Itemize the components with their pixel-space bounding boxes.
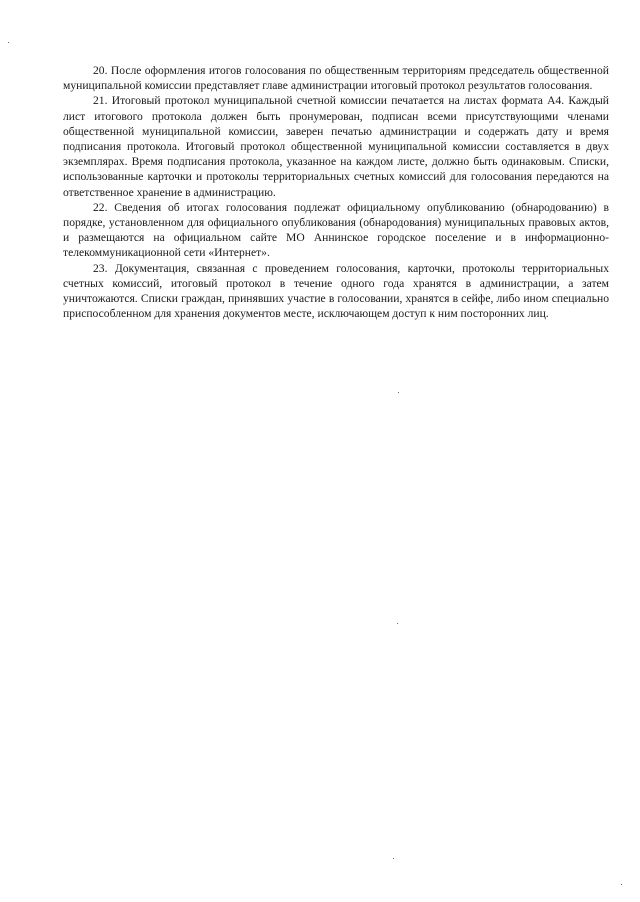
paragraph-22: 22. Сведения об итогах голосования подлежат официальному опубликованию (обнародованию) в порядке, установленном для официального опубликования (обнародования) муниципальных правовых актов, и размещаются на официальном сайте МО Аннинское городское поселение и в информационно-телекоммуникационной сети «Интернет». — [63, 200, 609, 260]
scan-speck — [8, 42, 9, 43]
scan-speck — [397, 623, 398, 624]
paragraph-23: 23. Документация, связанная с проведением голосования, карточки, протоколы территориальных счетных комиссий, итоговый протокол в течение одного года хранятся в администрации, а затем уничтожаются. Списки граждан, принявших участие в голосовании, хранятся в сейфе, либо ином специально приспособленном для хранения документов месте, исключающем доступ к ним посторонних лиц. — [63, 261, 609, 321]
scan-speck — [621, 884, 622, 885]
scan-speck — [393, 858, 394, 859]
paragraph-20: 20. После оформления итогов голосования по общественным территориям председатель общественной муниципальной комиссии представляет главе администрации итоговый протокол результатов голосования. — [63, 64, 609, 93]
scan-speck — [398, 392, 399, 393]
document-body — [63, 63, 609, 321]
paragraph-21: 21. Итоговый протокол муниципальной счетной комиссии печатается на листах формата А4. Каждый лист итогового протокола должен быть пронумерован, подписан всеми присутствующими членами общественной муниципальной комиссии, заверен печатью администрации и содержать дату и время подписания протокола. Итоговый протокол общественной муниципальной комиссии составляется в двух экземплярах. Время подписания протокола, указанное на каждом листе, должно быть одинаковым. Списки, использованные карточки и протоколы территориальных счетных комиссий для голосования передаются на ответственное хранение в администрацию. — [63, 94, 609, 199]
